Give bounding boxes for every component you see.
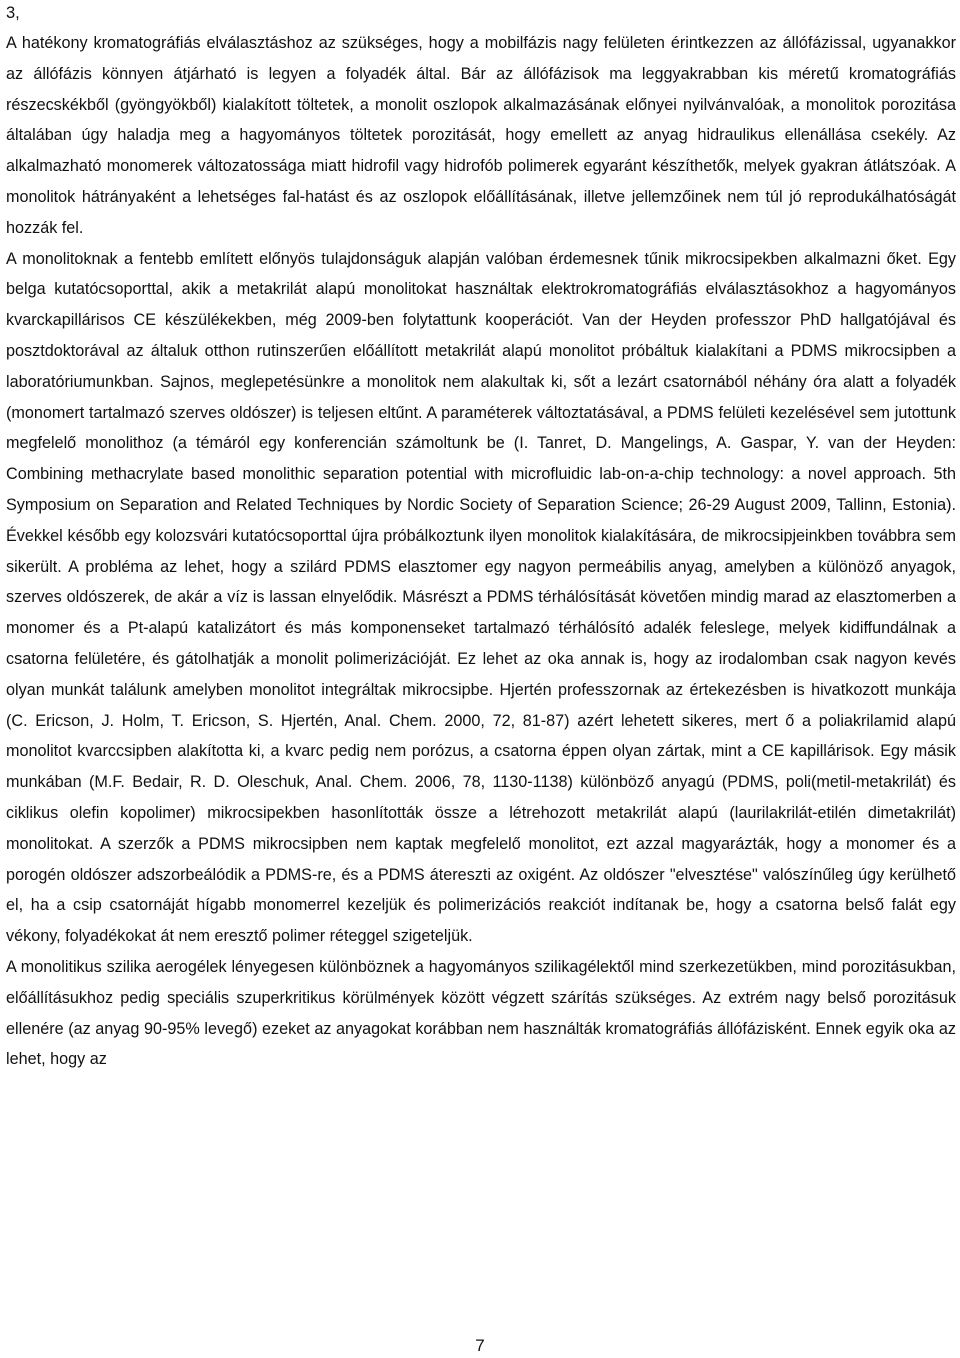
body-text — [6, 28, 956, 1075]
paragraph-2: A monolitoknak a fentebb említett előnyös tulajdonságuk alapján valóban érdemesnek tűnik mikrocsipekben alkalmazni őket. Egy belga kutatócsoporttal, akik a metakrilát alapú monolitokat használtak elektrokromatográfiás elválasztásokhoz a hagyományos kvarckapillárisos CE készülékekben, még 2009-ben folytattunk kooperációt. Van der Heyden professzor PhD hallgatójával és posztdoktorával az általuk otthon rutinszerűen előállított metakrilát alapú monolitot próbáltuk kialakítani a PDMS mikrocsipben a laboratóriumunkban. Sajnos, meglepetésünkre a monolitok nem alakultak ki, sőt a lezárt csatornából néhány óra alatt a folyadék (monomert tartalmazó szerves oldószer) is teljesen eltűnt. A paraméterek változtatásával, a PDMS felületi kezelésével sem jutottunk megfelelő monolithoz (a témáról egy konferencián számoltunk be (I. Tanret, D. Mangelings, A. Gaspar, Y. van der Heyden: Combining methacrylate based monolithic separation potential with microfluidic lab-on-a-chip technology: a novel approach. 5th Symposium on Separation and Related Techniques by Nordic Society of Separation Science; 26-29 August 2009, Tallinn, Estonia). Évekkel később egy kolozsvári kutatócsoporttal újra próbálkoztunk ilyen monolitok kialakítására, de mikrocsipjeinkben továbbra sem sikerült. A probléma az lehet, hogy a szilárd PDMS elasztomer egy nagyon permeábilis anyag, amelyben a különöző anyagok, szerves oldószerek, de akár a víz is lassan elnyelődik. Másrészt a PDMS térhálósítását követően mindig marad az elasztomerben a monomer és a Pt-alapú katalizátort és más komponenseket tartalmazó térhálósító adalék feleslege, melyek kidiffundálnak a csatorna felületére, és gátolhatják a monolit polimerizációját. Ez lehet az oka annak is, hogy az irodalomban csak nagyon kevés olyan munkát találunk amelyben monolitot integráltak mikrocsipbe. Hjertén professzornak az értekezésben is hivatkozott munkája (C. Ericson, J. Holm, T. Ericson, S. Hjertén, Anal. Chem. 2000, 72, 81-87) azért lehetett sikeres, mert ő a poliakrilamid alapú monolitot kvarccsipben alakította ki, a kvarc pedig nem porózus, a csatorna éppen olyan zártak, mint a CE kapillárisok. Egy másik munkában (M.F. Bedair, R. D. Oleschuk, Anal. Chem. 2006, 78, 1130-1138) különböző anyagú (PDMS, poli(metil-metakrilát) és ciklikus olefin kopolimer) mikrocsipekben hasonlították össze a létrehozott metakrilát alapú (laurilakrilát-etilén dimetakrilát) monolitokat. A szerzők a PDMS mikrocsipben nem kaptak megfelelő monolitot, ezt azzal magyarázták, hogy a monomer és a porogén oldószer adszorbeálódik a PDMS-re, és a PDMS átereszti az oxigént. Az oldószer "elvesztése" valószínűleg úgy kerülhető el, ha a csip csatornáját hígabb monomerrel kezeljük és polimerizációs reakciót indítanak be, hogy a csatorna belső falát egy vékony, folyadékokat át nem eresztő polimer réteggel szigeteljük. — [6, 249, 956, 946]
page-number: 7 — [475, 1336, 485, 1355]
section-number: 3, — [6, 4, 20, 22]
paragraph-3: A monolitikus szilika aerogélek lényegesen különböznek a hagyományos szilikagélektől mind szerkezetükben, mind porozitásukban, előállításukhoz pedig speciális szuperkritikus körülmények között végzett szárítás szükséges. Az extrém nagy belső porozitásuk ellenére (az anyag 90-95% levegő) ezeket az anyagokat korábban nem használták kromatográfiás állófázisként. Ennek egyik oka az lehet, hogy az — [6, 957, 956, 1069]
paragraph-1: A hatékony kromatográfiás elválasztáshoz az szükséges, hogy a mobilfázis nagy felületen érintkezzen az állófázissal, ugyanakkor az állófázis könnyen átjárható is legyen a folyadék által. Bár az állófázisok ma leggyakrabban kis méretű kromatográfiás részecskékből (gyöngyökből) kialakított töltetek, a monolit oszlopok alkalmazásának előnyei nyilvánvalóak, a monolitok porozitása általában úgy haladja meg a hagyományos töltetek porozitását, hogy emellett az anyag hidraulikus ellenállása csekély. Az alkalmazható monomerek változatossága miatt hidrofil vagy hidrofób polimerek egyaránt készíthetők, melyek gyakran átlátszóak. A monolitok hátrányaként a lehetséges fal-hatást és az oszlopok előállításának, illetve jellemzőinek nem túl jó reprodukálhatóságát hozzák fel. — [6, 34, 956, 237]
